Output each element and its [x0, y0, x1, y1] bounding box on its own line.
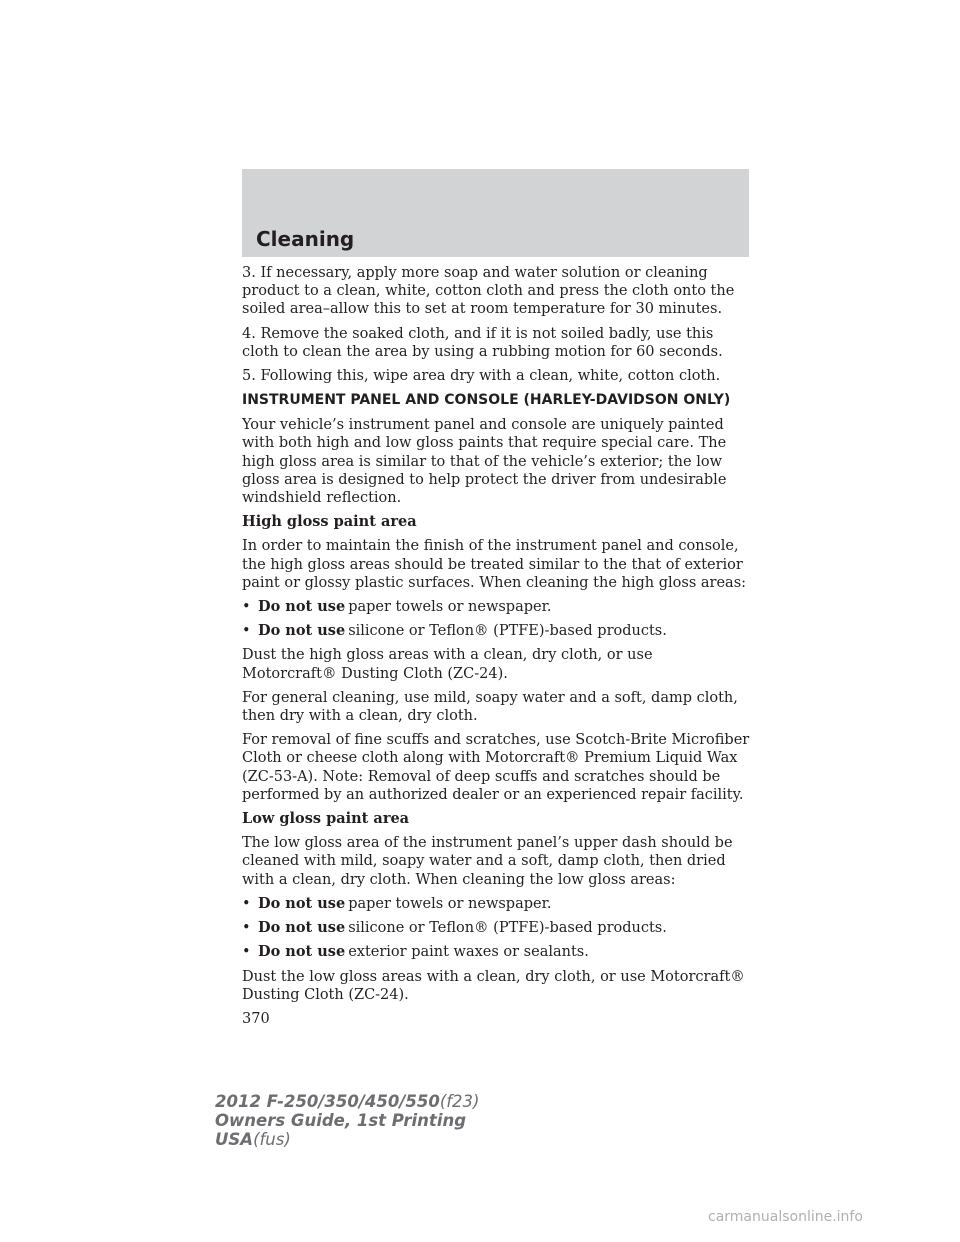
bullet-text: paper towels or newspaper. [348, 895, 552, 912]
footer-market: USA [215, 1130, 254, 1149]
high-gloss-general: For general cleaning, use mild, soapy water and a soft, damp cloth, then dry with a clean, dry cloth. [242, 689, 738, 725]
high-gloss-scuffs: For removal of fine scuffs and scratches, use Scotch-Brite Microfiber Cloth or cheese cloth along with Motorcraft® Premium Liquid Wax (ZC-53-A). Note: Removal of deep scuffs and scratches should be performed by an authorized dealer or an experienced repair facility. [242, 732, 750, 803]
low-gloss-subheading: Low gloss paint area [242, 810, 410, 828]
list-item [242, 598, 750, 616]
step-5: 5. Following this, wipe area dry with a clean, white, cotton cloth. [242, 368, 721, 385]
print-footer [215, 1092, 480, 1149]
bullet-lead: Do not use [258, 622, 346, 640]
footer-model: 2012 F-250/350/450/550 [215, 1092, 440, 1111]
site-watermark: carmanualsonline.info [708, 1209, 863, 1225]
high-gloss-subheading: High gloss paint area [242, 513, 417, 531]
footer-line-3 [215, 1130, 480, 1149]
bullet-icon: • [242, 623, 251, 640]
bullet-text: paper towels or newspaper. [348, 599, 552, 616]
intro-paragraph: Your vehicle’s instrument panel and console are uniquely painted with both high and low gloss paints that require special care. The high gloss area is similar to that of the vehicle’s exterior; the low gloss area is designed to help protect the driver from undesirable windshield reflection. [242, 417, 727, 507]
footer-line-1 [215, 1092, 480, 1111]
section-title: Cleaning [256, 227, 355, 251]
page-number: 370 [242, 1010, 270, 1027]
footer-model-code: (f23) [439, 1092, 480, 1111]
footer-line-2: Owners Guide, 1st Printing [215, 1111, 467, 1130]
bullet-text: silicone or Teflon® (PTFE)-based products. [348, 920, 667, 937]
list-item [242, 622, 750, 640]
bullet-icon: • [242, 920, 251, 937]
instrument-panel-heading: INSTRUMENT PANEL AND CONSOLE (HARLEY-DAVIDSON ONLY) [242, 392, 731, 409]
list-item [242, 919, 750, 937]
low-gloss-intro: The low gloss area of the instrument panel’s upper dash should be cleaned with mild, soapy water and a soft, damp cloth, then dried with a clean, dry cloth. When cleaning the low gloss areas: [242, 835, 733, 888]
bullet-icon: • [242, 599, 251, 616]
bullet-lead: Do not use [258, 598, 346, 616]
step-3: 3. If necessary, apply more soap and water solution or cleaning product to a clean, white, cotton cloth and press the cloth onto the soiled area–allow this to set at room temperature for 30 minutes. [242, 265, 735, 318]
footer-market-code: (fus) [253, 1130, 291, 1149]
bullet-lead: Do not use [258, 943, 346, 961]
list-item [242, 895, 750, 913]
page-content [242, 264, 750, 1034]
bullet-lead: Do not use [258, 919, 346, 937]
bullet-text: exterior paint waxes or sealants. [348, 944, 589, 961]
step-4: 4. Remove the soaked cloth, and if it is not soiled badly, use this cloth to clean the area by using a rubbing motion for 60 seconds. [242, 325, 723, 360]
low-gloss-dust: Dust the low gloss areas with a clean, dry cloth, or use Motorcraft® Dusting Cloth (ZC-24). [242, 968, 745, 1003]
high-gloss-dust: Dust the high gloss areas with a clean, dry cloth, or use Motorcraft® Dusting Cloth (ZC-24). [242, 647, 653, 682]
bullet-icon: • [242, 895, 251, 912]
list-item [242, 943, 750, 961]
bullet-lead: Do not use [258, 894, 346, 912]
high-gloss-intro: In order to maintain the finish of the instrument panel and console, the high gloss areas should be treated similar to the that of exterior paint or glossy plastic surfaces. When cleaning the high gloss areas: [242, 538, 747, 591]
bullet-icon: • [242, 944, 251, 961]
bullet-text: silicone or Teflon® (PTFE)-based products. [348, 623, 667, 640]
